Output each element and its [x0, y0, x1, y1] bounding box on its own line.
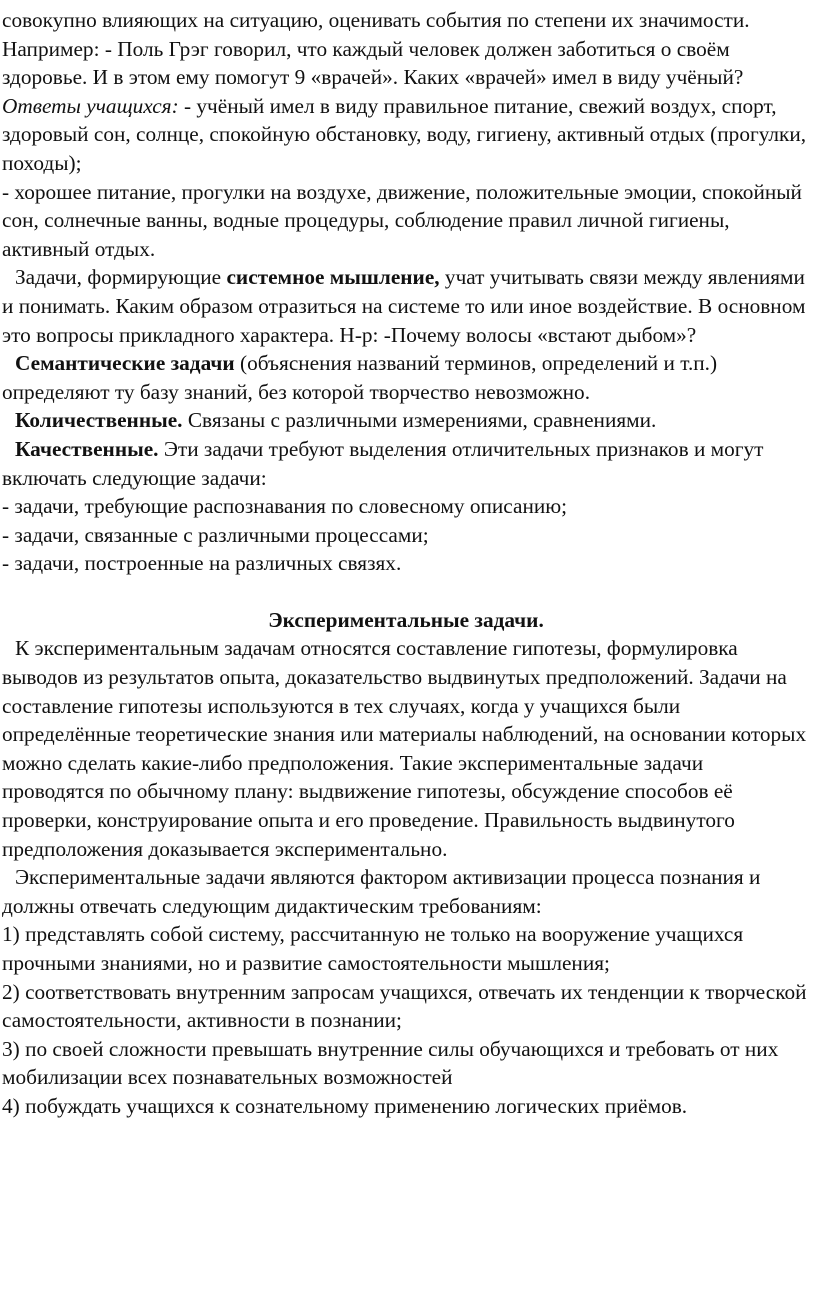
requirement-item: 2) соответствовать внутренним запросам учащихся, отвечать их тенденции к творческой самостоятельности, активности в познании;: [2, 979, 807, 1033]
requirement-item: 4) побуждать учащихся к сознательному применению логических приёмов.: [2, 1093, 688, 1118]
paragraph-experimental-tasks: К экспериментальным задачам относятся составление гипотезы, формулировка выводов из результатов опыта, доказательство выдвинутых предположений. Задачи на составление гипотезы используются в тех случаях, когда у учащихся были определённые теоретические знания или материалы наблюдений, на основании которых можно сделать какие-либо предположения. Такие экспериментальные задачи проводятся по обычному плану: выдвижение гипотезы, обсуждение способов её проверки, конструирование опыта и его проведение. Правильность выдвинутого предположения доказывается экспериментально.: [2, 636, 807, 861]
requirement-item: 3) по своей сложности превышать внутренние силы обучающихся и требовать от них мобилизации всех познавательных возможностей: [2, 1036, 779, 1090]
quantitative-tasks-term: Количественные.: [15, 408, 183, 433]
paragraph-example: Например: - Поль Грэг говорил, что каждый человек должен заботиться о своём здоровье. И в этом ему помогут 9 «врачей». Каких «врачей» имел в виду учёный? Ответы учащихся: - учёный имел в виду правильное питание, свежий воздух, спорт, здоровый сон, солнце, спокойную обстановку, воду, гигиену, активный отдых (прогулки, походы);: [2, 36, 807, 175]
paragraph-system-thinking: Задачи, формирующие системное мышление, учат учитывать связи между явлениями и понимать. Каким образом отразиться на системе то или иное воздействие. В основном это вопросы прикладного характера. Н-р: -Почему волосы «встают дыбом»?: [2, 265, 806, 347]
paragraph-answer-list: - хорошее питание, прогулки на воздухе, движение, положительные эмоции, спокойный сон, солнечные ванны, водные процедуры, соблюдение правил личной гигиены, активный отдых.: [2, 179, 802, 261]
semantic-tasks-term: Семантические задачи: [15, 351, 235, 376]
requirement-item: 1) представлять собой систему, рассчитанную не только на вооружение учащихся прочными знаниями, но и развитие самостоятельности мышления;: [2, 922, 744, 975]
paragraph-quantitative-tasks: Количественные. Связаны с различными измерениями, сравнениями.: [15, 408, 657, 433]
list-item: - задачи, требующие распознавания по словесному описанию;: [2, 494, 568, 519]
students-answers-label: Ответы учащихся:: [2, 93, 179, 118]
paragraph-semantic-tasks: Семантические задачи (объяснения названий терминов, определений и т.п.) определяют ту базу знаний, без которой творчество невозможно.: [2, 351, 718, 404]
section-heading: Экспериментальные задачи.: [268, 607, 544, 632]
qualitative-tasks-term: Качественные.: [15, 436, 159, 461]
list-item: - задачи, связанные с различными процессами;: [2, 522, 429, 547]
system-thinking-term: системное мышление,: [226, 265, 440, 290]
paragraph-intro-continuation: совокупно влияющих на ситуацию, оценивать события по степени их значимости.: [2, 8, 750, 32]
paragraph-didactic-requirements: Экспериментальные задачи являются фактором активизации процесса познания и должны отвечать следующим дидактическим требованиям:: [2, 865, 761, 918]
list-item: - задачи, построенные на различных связях.: [2, 551, 402, 576]
paragraph-qualitative-tasks: Качественные. Эти задачи требуют выделения отличительных признаков и могут включать следующие задачи:: [2, 436, 764, 490]
